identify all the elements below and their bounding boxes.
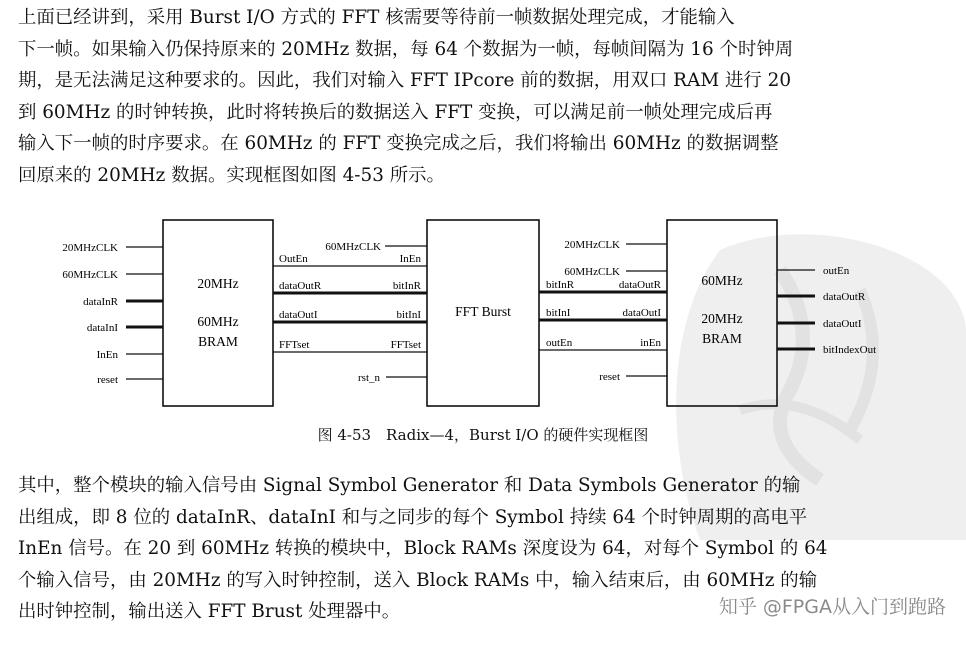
watermark-text: 知乎 @FPGA从入门到跑路 <box>718 596 946 618</box>
paragraph-1-line: 输入下一帧的时序要求。在 60MHz 的 FFT 变换完成之后，我们将输出 60MHz 的数据调整 <box>18 133 779 154</box>
block1-input-label: 60MHzCLK <box>62 269 118 281</box>
block1-input-label: reset <box>97 374 118 386</box>
block2-input-label: FFTset <box>390 339 421 351</box>
block1-box <box>163 220 273 406</box>
block2-input-label: InEn <box>399 253 421 265</box>
block2-output-label: inEn <box>640 337 661 349</box>
block3-left-port-label: bitInI <box>546 307 571 319</box>
block3-external-input-label: 60MHzCLK <box>564 266 620 278</box>
block1-input-label: dataInI <box>86 322 118 334</box>
block1-label-line: 20MHz <box>197 276 239 291</box>
paragraph-2-line: 出时钟控制，输出送入 FFT Brust 处理器中。 <box>18 601 401 622</box>
block1-label-line: 60MHz <box>197 314 239 329</box>
block1-output-label: dataOutI <box>279 309 318 321</box>
block-diagram <box>0 206 966 416</box>
paragraph-1 <box>18 2 948 191</box>
block3-output-label: bitIndexOut <box>823 344 877 356</box>
block3-output-label: dataOutI <box>823 318 862 330</box>
block2-output-label: dataOutR <box>618 279 661 291</box>
block3-label-line: 60MHz <box>701 273 743 288</box>
block1-input-label: InEn <box>96 349 118 361</box>
block1-input-label: 20MHzCLK <box>62 242 118 254</box>
paragraph-1-line: 上面已经讲到，采用 Burst I/O 方式的 FFT 核需要等待前一帧数据处理完成，才能输入 <box>18 7 735 28</box>
paragraph-1-line: 到 60MHz 的时钟转换，此时将转换后的数据送入 FFT 变换，可以满足前一帧处理完成后再 <box>18 101 773 123</box>
block2-output-label: dataOutI <box>622 307 661 319</box>
block1-input-label: dataInR <box>83 296 118 308</box>
block3-left-port-label: outEn <box>546 337 573 349</box>
block1-output-label: dataOutR <box>279 280 322 292</box>
paragraph-1-line: 下一帧。如果输入仍保持原来的 20MHz 数据，每 64 个数据为一帧，每帧间隔为 16 个时钟周 <box>18 38 794 60</box>
paragraph-2-line: 个输入信号，由 20MHz 的写入时钟控制，送入 Block RAMs 中，输入结束后，由 60MHz 的输 <box>18 569 818 591</box>
paragraph-2-line: 出组成，即 8 位的 dataInR、dataInI 和与之同步的每个 Symbol 持续 64 个时钟周期的高电平 <box>18 506 808 528</box>
block1-output-label: OutEn <box>279 253 308 265</box>
block2-input-label: bitInR <box>392 280 421 292</box>
block2-input-label: bitInI <box>396 309 421 321</box>
block1-output-label: FFTset <box>279 339 310 351</box>
paragraph-2-line: InEn 信号。在 20 到 60MHz 转换的模块中，Block RAMs 深度设为 64，对每个 Symbol 的 64 <box>18 538 828 559</box>
figure-caption: 图 4-53 Radix—4，Burst I/O 的硬件实现框图 <box>317 426 649 444</box>
block3-output-label: outEn <box>823 265 850 277</box>
block3-label-line: 20MHz <box>701 311 743 326</box>
block3-external-input-label: 20MHzCLK <box>564 239 620 251</box>
paragraph-2-line: 其中，整个模块的输入信号由 Signal Symbol Generator 和 Data Symbols Generator 的输 <box>18 475 801 496</box>
paragraph-1-line: 回原来的 20MHz 数据。实现框图如图 4-53 所示。 <box>18 164 445 186</box>
block3-label-line: BRAM <box>702 331 742 346</box>
block2-top-input-label: 60MHzCLK <box>325 241 381 253</box>
block2-input-label: rst_n <box>358 372 380 384</box>
block1-label-line: BRAM <box>198 334 238 349</box>
block3-external-input-label: reset <box>599 371 620 383</box>
block3-left-port-label: bitInR <box>546 279 575 291</box>
block2-label: FFT Burst <box>455 304 511 319</box>
block3-output-label: dataOutR <box>823 291 866 303</box>
paragraph-1-line: 期，是无法满足这种要求的。因此，我们对输入 FFT IPcore 前的数据，用双口 RAM 进行 20 <box>18 70 792 91</box>
